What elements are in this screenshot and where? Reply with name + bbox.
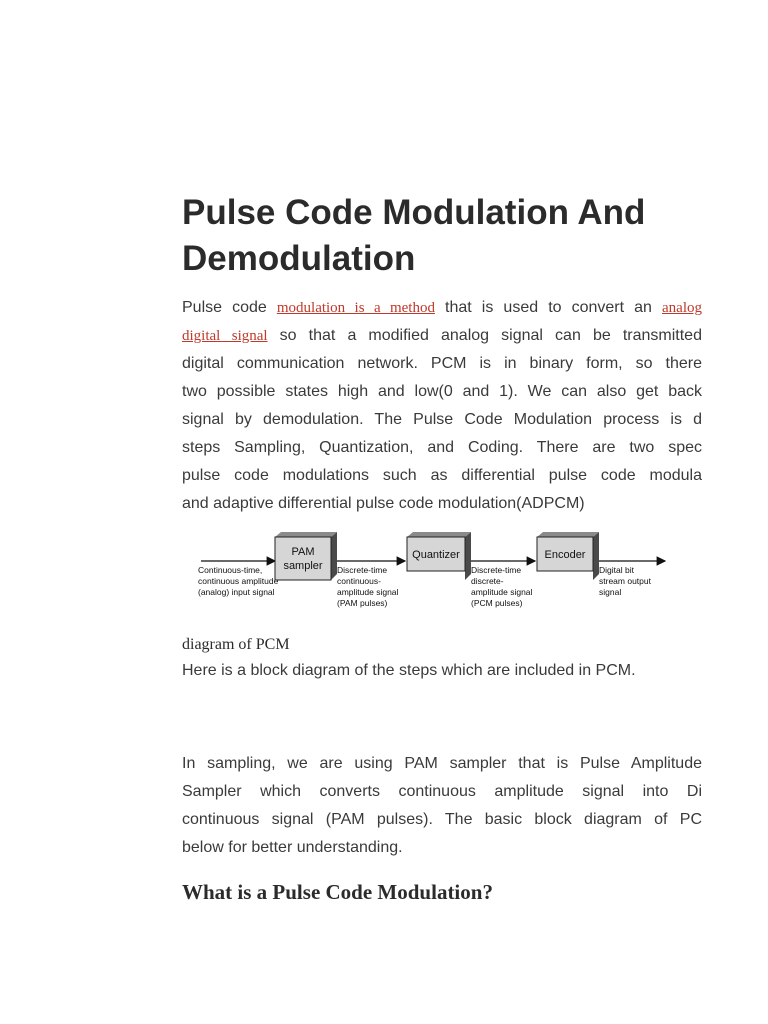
article-content <box>182 0 702 1024</box>
link-analog[interactable]: analog <box>662 300 702 316</box>
figure-caption: diagram of PCM <box>182 636 290 653</box>
intro-line: and adaptive differential pulse code modulation(ADPCM) <box>182 495 585 512</box>
pam-label-2: sampler <box>283 560 323 572</box>
stage1-label-3: amplitude signal <box>337 587 399 597</box>
stage1-label-2: continuous- <box>337 576 381 586</box>
sampling-line: Sampler which converts continuous amplitude signal into Di <box>182 783 702 800</box>
pam-sampler-block <box>275 532 337 580</box>
input-label-1: Continuous-time, <box>198 565 263 575</box>
stage2-label-2: discrete- <box>471 576 504 586</box>
sampling-paragraph <box>182 750 702 862</box>
intro-text: that is used to convert an <box>434 299 663 316</box>
intro-line: pulse code modulations such as differential pulse code modula <box>182 467 702 484</box>
pcm-block-diagram <box>193 528 673 618</box>
intro-line <box>182 322 702 350</box>
output-label-2: stream output <box>599 576 651 586</box>
intro-line <box>182 294 702 322</box>
encoder-block <box>537 532 599 580</box>
stage1-label-1: Discrete-time <box>337 565 388 575</box>
sampling-line: below for better understanding. <box>182 839 403 856</box>
sampling-line: In sampling, we are using PAM sampler that is Pulse Amplitude <box>182 755 702 772</box>
sampling-line: continuous signal (PAM pulses). The basic block diagram of PC <box>182 811 702 828</box>
pam-label-1: PAM <box>291 546 315 558</box>
figure-description: Here is a block diagram of the steps which are included in PCM. <box>182 662 636 679</box>
quantizer-label: Quantizer <box>412 549 460 561</box>
stage2-label-4: (PCM pulses) <box>471 598 523 608</box>
link-digital-signal[interactable]: digital signal <box>182 328 268 344</box>
intro-line: steps Sampling, Quantization, and Coding. There are two spec <box>182 439 702 456</box>
input-label-3: (analog) input signal <box>198 587 275 597</box>
intro-line: two possible states high and low(0 and 1). We can also get back <box>182 383 702 400</box>
intro-line: signal by demodulation. The Pulse Code Modulation process is d <box>182 411 702 428</box>
intro-paragraph <box>182 294 702 518</box>
link-modulation-method[interactable]: modulation is a method <box>276 300 435 316</box>
quantizer-block <box>407 532 471 580</box>
intro-line: digital communication network. PCM is in binary form, so there <box>182 355 702 372</box>
article-title <box>182 190 742 282</box>
title-line-2: Demodulation <box>182 239 416 278</box>
title-line-1: Pulse Code Modulation And <box>182 193 646 232</box>
output-label-3: signal <box>599 587 622 597</box>
stage2-label-1: Discrete-time <box>471 565 522 575</box>
input-label-2: continuous amplitude <box>198 576 279 586</box>
stage1-label-4: (PAM pulses) <box>337 598 388 608</box>
stage2-label-3: amplitude signal <box>471 587 533 597</box>
output-label-1: Digital bit <box>599 565 634 575</box>
encoder-label: Encoder <box>544 549 586 561</box>
intro-text: Pulse code <box>182 299 277 316</box>
section-heading: What is a Pulse Code Modulation? <box>182 880 493 904</box>
intro-text: so that a modified analog signal can be transmitted <box>267 327 702 344</box>
